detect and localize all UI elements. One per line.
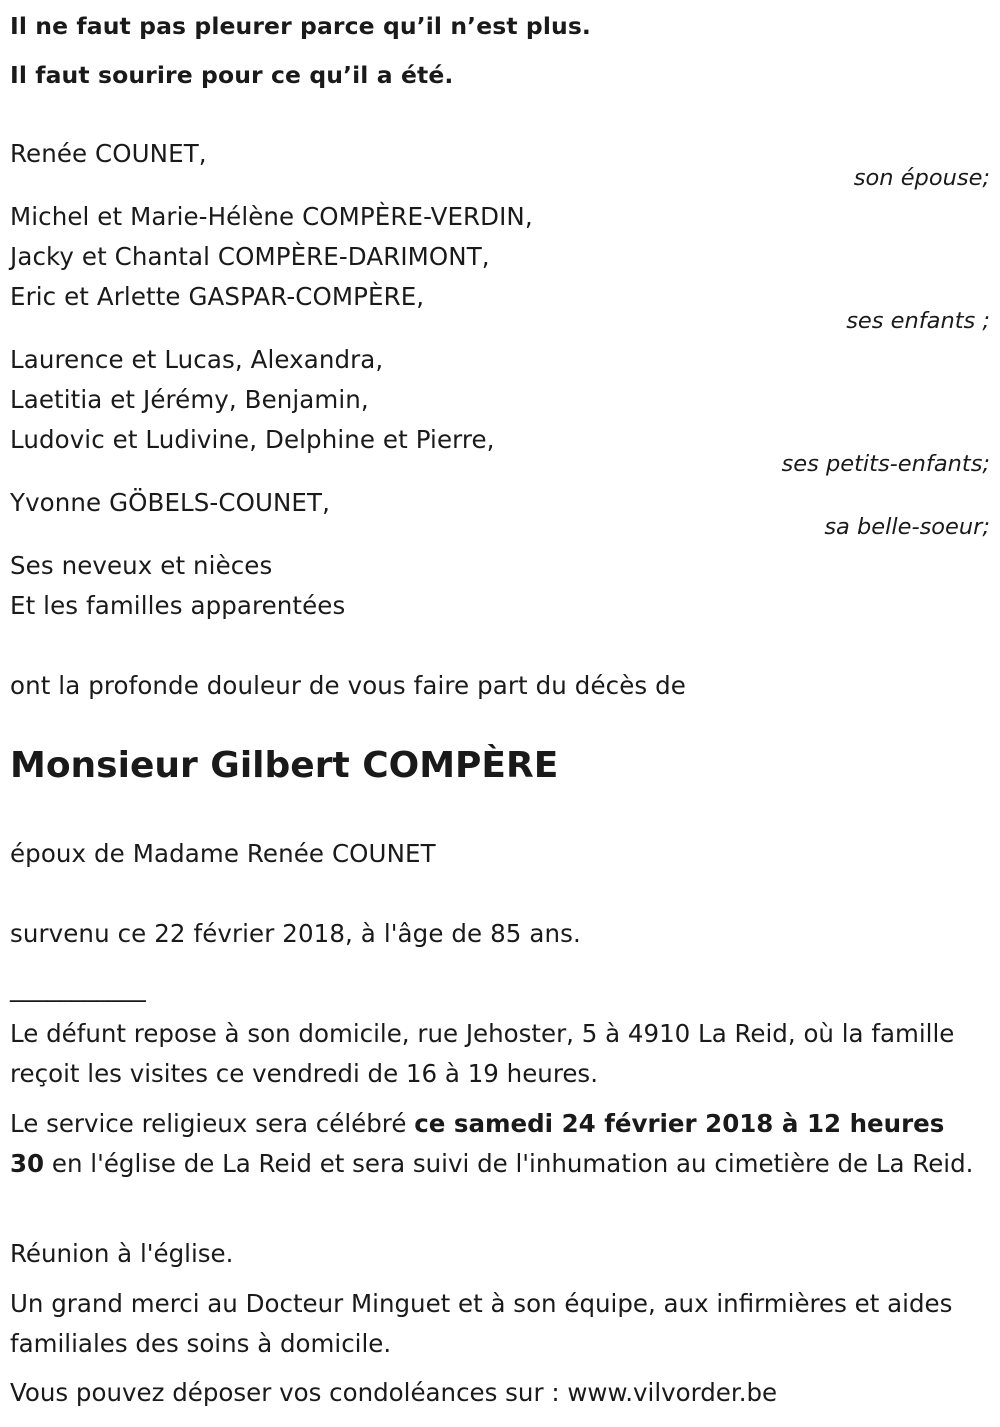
thanks-paragraph: Un grand merci au Docteur Minguet et à son équipe, aux infirmières et aides familiales des soins à domicile. [10,1289,953,1358]
service-text-before: Le service religieux sera célébré [10,1109,415,1138]
child-name-3: Eric et Arlette GASPAR-COMPÈRE, [10,282,425,311]
grandchild-name-2: Laetitia et Jérémy, Benjamin, [10,385,369,414]
announcement-text: ont la profonde douleur de vous faire part du décès de [10,671,686,700]
service-date-time: ce samedi 24 février 2018 à 12 heures 30 [10,1109,945,1178]
nephews-nieces: Ses neveux et nièces [10,551,273,580]
quote-line-2: Il faut sourire pour ce qu’il a été. [10,61,454,89]
quote-line-1: Il ne faut pas pleurer parce qu’il n’est plus. [10,12,591,40]
spouse-role: son épouse; [853,165,990,191]
service-text-after: en l'église de La Reid et sera suivi de l'inhumation au cimetière de La Reid. [44,1149,974,1178]
related-families: Et les familles apparentées [10,591,346,620]
deceased-spouse-line: époux de Madame Renée COUNET [10,839,436,868]
child-name-2: Jacky et Chantal COMPÈRE-DARIMONT, [10,242,490,271]
service-paragraph [10,1104,985,1184]
meeting-paragraph: Réunion à l'église. [10,1239,234,1268]
sister-in-law-role: sa belle-soeur; [824,514,990,540]
separator: ___________ [10,973,146,1002]
child-name-1: Michel et Marie-Hélène COMPÈRE-VERDIN, [10,202,533,231]
spouse-name: Renée COUNET, [10,139,207,168]
visit-paragraph: Le défunt repose à son domicile, rue Jehoster, 5 à 4910 La Reid, où la famille reçoit les visites ce vendredi de 16 à 19 heures. [10,1019,955,1088]
grandchildren-role: ses petits-enfants; [781,451,990,477]
condolences-paragraph: Vous pouvez déposer vos condoléances sur : www.vilvorder.be [10,1378,778,1407]
grandchild-name-3: Ludovic et Ludivine, Delphine et Pierre, [10,425,495,454]
grandchild-name-1: Laurence et Lucas, Alexandra, [10,345,384,374]
sister-in-law-name: Yvonne GÖBELS-COUNET, [10,488,330,517]
children-role: ses enfants ; [846,308,990,334]
deceased-death-line: survenu ce 22 février 2018, à l'âge de 85 ans. [10,919,581,948]
deceased-name: Monsieur Gilbert COMPÈRE [10,745,559,786]
